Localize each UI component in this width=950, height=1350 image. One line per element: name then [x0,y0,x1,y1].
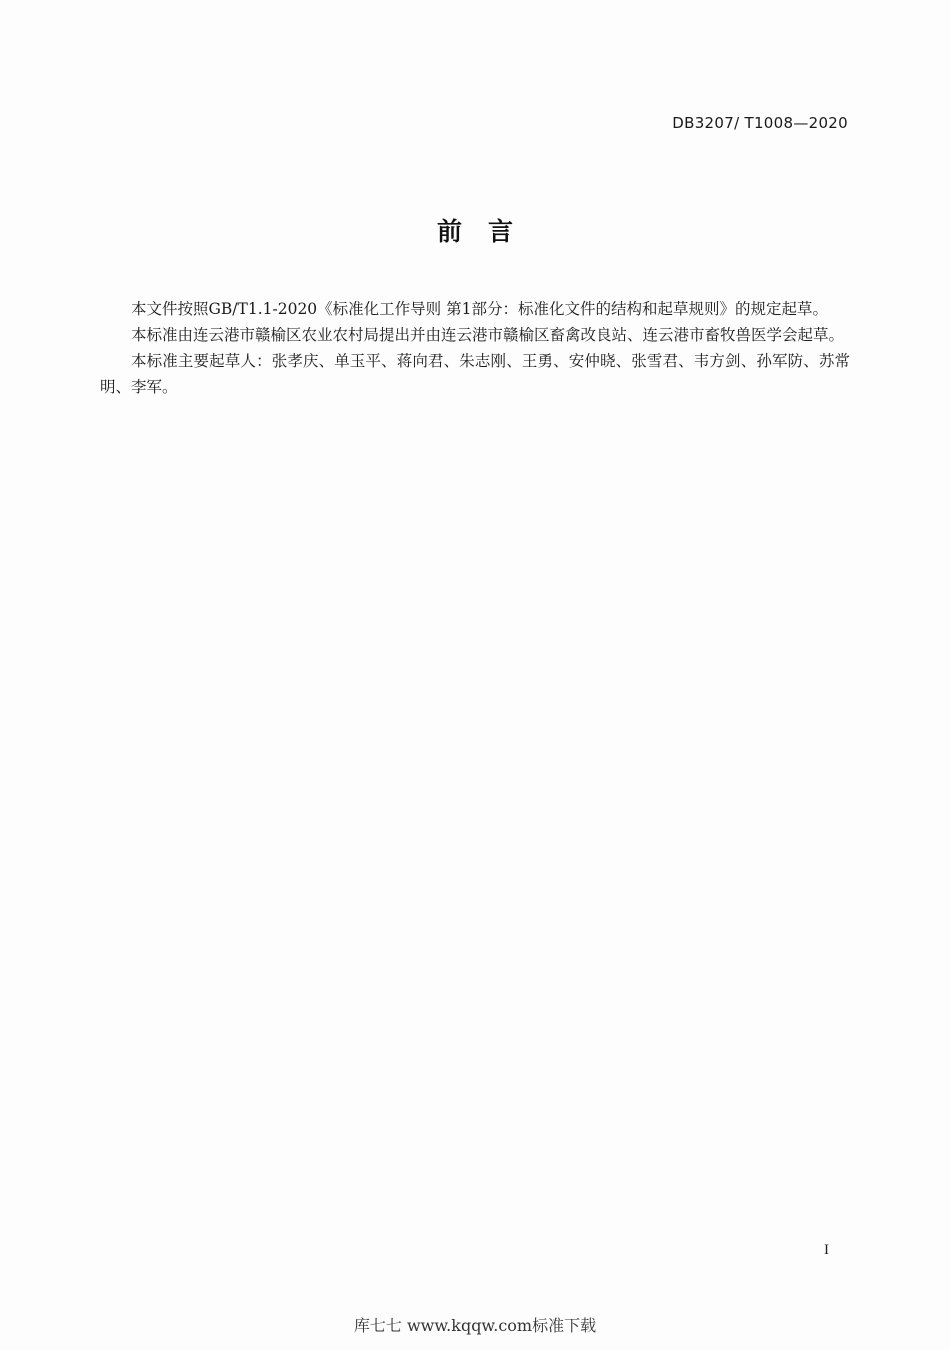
page-title: 前言 [436,217,539,246]
page-number: I [824,1242,829,1258]
document-code: DB3207/ T1008—2020 [672,114,848,132]
paragraph-drafters: 本标准主要起草人：张孝庆、单玉平、蒋向君、朱志刚、王勇、安仲晓、张雪君、韦方剑、孙军防、苏常明、李军。 [100,352,850,396]
paragraph-drafting-basis: 本文件按照GB/T1.1-2020《标准化工作导则 第1部分：标准化文件的结构和起草规则》的规定起草。 [131,300,828,318]
preface-body [100,296,850,400]
paragraph-proposer: 本标准由连云港市赣榆区农业农村局提出并由连云港市赣榆区畜禽改良站、连云港市畜牧兽医学会起草。 [131,326,845,344]
watermark-text: 库七七 www.kqqw.com标准下载 [353,1316,597,1335]
